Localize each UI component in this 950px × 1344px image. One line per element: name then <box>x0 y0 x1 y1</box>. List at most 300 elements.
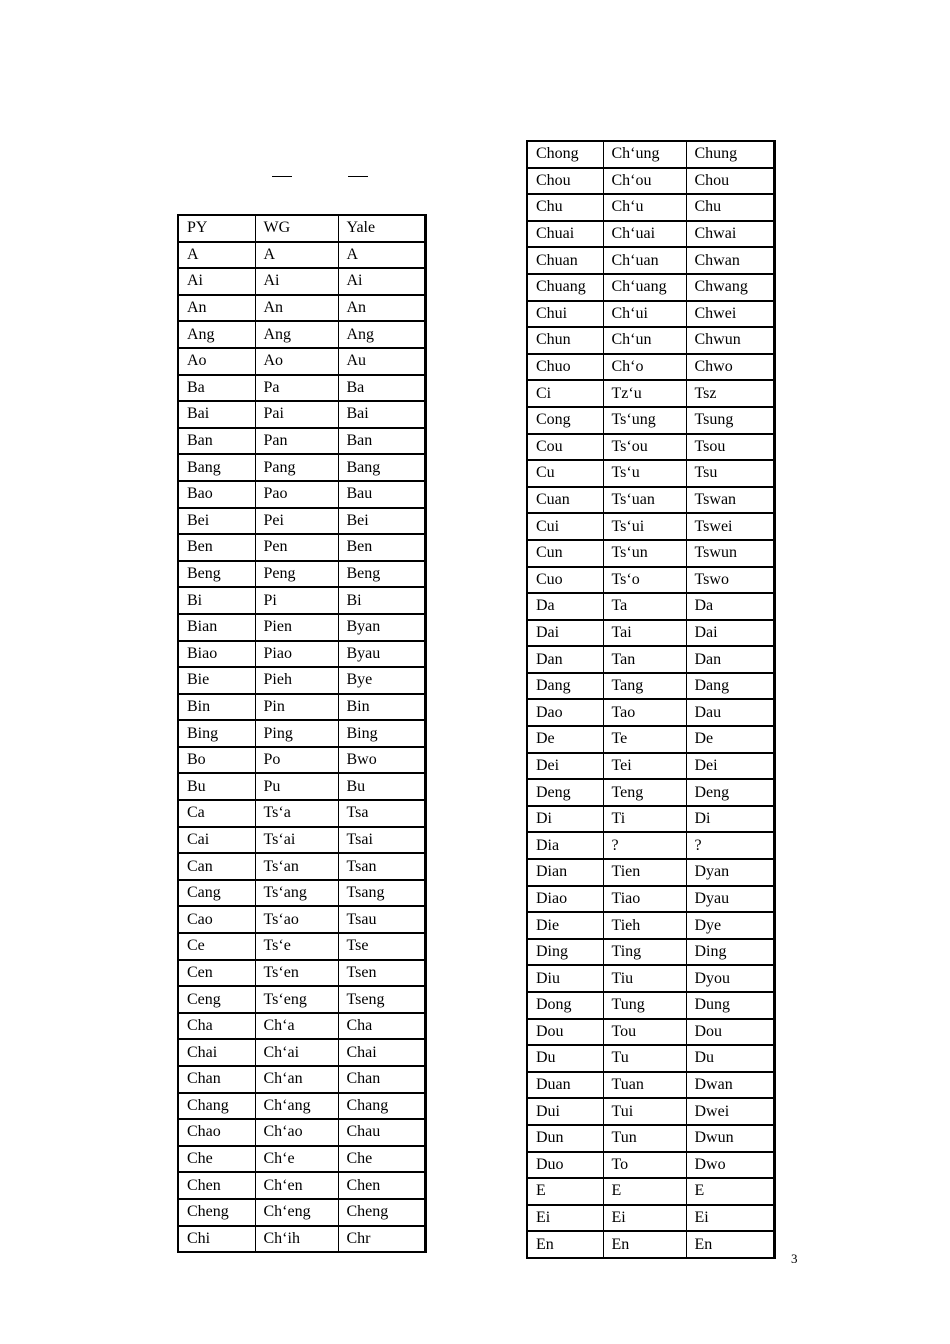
table-cell: Cu <box>527 460 603 487</box>
table-cell: Cheng <box>178 1199 255 1226</box>
table-cell: Dwan <box>686 1072 774 1099</box>
table-cell: An <box>338 295 425 322</box>
table-cell: Pa <box>255 375 338 402</box>
table-cell: Ch‘en <box>255 1172 338 1199</box>
table-cell: Ch‘ang <box>255 1093 338 1120</box>
table-cell: Dau <box>686 699 774 726</box>
table-cell: To <box>603 1152 686 1179</box>
table-cell: Bie <box>178 667 255 694</box>
table-row <box>178 906 425 933</box>
table-cell: E <box>686 1178 774 1205</box>
table-cell: Beng <box>178 561 255 588</box>
table-cell: Tswei <box>686 513 774 540</box>
table-cell: Ai <box>338 268 425 295</box>
table-cell: Ts‘a <box>255 800 338 827</box>
table-cell: Ti <box>603 806 686 833</box>
table-cell: ? <box>603 832 686 859</box>
table-row <box>527 327 774 354</box>
table-cell: Ba <box>178 375 255 402</box>
table-cell: Dong <box>527 992 603 1019</box>
table-cell: A <box>178 242 255 269</box>
table-cell: Dou <box>527 1019 603 1046</box>
table-row <box>527 912 774 939</box>
table-cell: Ch‘ai <box>255 1039 338 1066</box>
table-row <box>178 773 425 800</box>
table-cell: Bu <box>178 773 255 800</box>
table-row <box>527 806 774 833</box>
table-cell: Chung <box>686 141 774 168</box>
table-cell: Cong <box>527 407 603 434</box>
table-row <box>527 247 774 274</box>
table-cell: E <box>603 1178 686 1205</box>
romanization-table-right <box>526 140 776 1259</box>
table-cell: Dye <box>686 912 774 939</box>
table-cell: Tiao <box>603 886 686 913</box>
table-row <box>527 620 774 647</box>
table-cell: Chwei <box>686 301 774 328</box>
table-cell: Teng <box>603 779 686 806</box>
table-row <box>527 593 774 620</box>
table-cell: Chwai <box>686 221 774 248</box>
table-row <box>178 561 425 588</box>
table-cell: Pin <box>255 694 338 721</box>
table-cell: Po <box>255 747 338 774</box>
table-row <box>527 1231 774 1258</box>
table-row <box>178 960 425 987</box>
table-cell: Pei <box>255 508 338 535</box>
table-row <box>178 215 425 242</box>
table-cell: Ban <box>338 428 425 455</box>
table-row <box>178 481 425 508</box>
table-cell: WG <box>255 215 338 242</box>
table-cell: Bi <box>338 587 425 614</box>
table-cell: Dai <box>686 620 774 647</box>
table-row <box>527 1019 774 1046</box>
table-row <box>527 1125 774 1152</box>
table-row <box>178 694 425 721</box>
table-cell: Dun <box>527 1125 603 1152</box>
table-row <box>527 1152 774 1179</box>
table-cell: Tz‘u <box>603 380 686 407</box>
table-cell: Tui <box>603 1098 686 1125</box>
table-cell: En <box>527 1231 603 1258</box>
table-row <box>178 933 425 960</box>
table-cell: Tao <box>603 699 686 726</box>
table-cell: Te <box>603 726 686 753</box>
table-cell: Ta <box>603 593 686 620</box>
table-cell: Cui <box>527 513 603 540</box>
table-cell: Chr <box>338 1226 425 1253</box>
table-cell: Dan <box>686 646 774 673</box>
table-cell: De <box>527 726 603 753</box>
table-cell: Dia <box>527 832 603 859</box>
table-cell: Chen <box>178 1172 255 1199</box>
title-dash-right <box>348 176 368 177</box>
table-cell: Chwan <box>686 247 774 274</box>
table-cell: ? <box>686 832 774 859</box>
table-cell: Tieh <box>603 912 686 939</box>
table-cell: Chi <box>178 1226 255 1253</box>
table-cell: Chun <box>527 327 603 354</box>
table-cell: Chau <box>338 1119 425 1146</box>
table-row <box>527 1205 774 1232</box>
table-cell: Chao <box>178 1119 255 1146</box>
table-row <box>527 168 774 195</box>
table-cell: Tun <box>603 1125 686 1152</box>
table-cell: Dung <box>686 992 774 1019</box>
table-row <box>527 939 774 966</box>
table-cell: Chan <box>178 1066 255 1093</box>
table-cell: Cang <box>178 880 255 907</box>
table-cell: Cen <box>178 960 255 987</box>
table-cell: Ch‘uan <box>603 247 686 274</box>
table-cell: Ch‘u <box>603 194 686 221</box>
table-cell: Pan <box>255 428 338 455</box>
table-cell: Bau <box>338 481 425 508</box>
table-row <box>527 460 774 487</box>
table-row <box>527 1072 774 1099</box>
table-cell: Ang <box>178 321 255 348</box>
table-cell: Ai <box>255 268 338 295</box>
table-row <box>178 853 425 880</box>
table-cell: Ao <box>255 348 338 375</box>
table-cell: Dei <box>686 753 774 780</box>
table-cell: Chang <box>338 1093 425 1120</box>
table-row <box>527 380 774 407</box>
table-cell: Chou <box>686 168 774 195</box>
table-cell: Tsan <box>338 853 425 880</box>
table-cell: Ts‘ai <box>255 827 338 854</box>
table-cell: Chai <box>338 1039 425 1066</box>
table-cell: Bian <box>178 614 255 641</box>
table-cell: Ch‘ung <box>603 141 686 168</box>
table-cell: Dang <box>527 673 603 700</box>
table-cell: Ch‘a <box>255 1013 338 1040</box>
table-cell: Ding <box>527 939 603 966</box>
table-cell: Chwang <box>686 274 774 301</box>
table-row <box>527 1178 774 1205</box>
table-cell: Ts‘ung <box>603 407 686 434</box>
table-cell: Ei <box>603 1205 686 1232</box>
table-cell: Cou <box>527 434 603 461</box>
table-cell: Di <box>686 806 774 833</box>
table-cell: Tiu <box>603 965 686 992</box>
table-row <box>527 965 774 992</box>
table-row <box>178 1066 425 1093</box>
table-row <box>178 614 425 641</box>
table-cell: Pen <box>255 534 338 561</box>
table-row <box>178 348 425 375</box>
table-cell: Bing <box>338 720 425 747</box>
romanization-table-left <box>177 214 427 1253</box>
table-cell: Di <box>527 806 603 833</box>
table-cell: Chwun <box>686 327 774 354</box>
table-cell: Bing <box>178 720 255 747</box>
table-cell: Ts‘o <box>603 567 686 594</box>
table-cell: Ts‘ou <box>603 434 686 461</box>
table-cell: Dei <box>527 753 603 780</box>
table-cell: Dui <box>527 1098 603 1125</box>
table-row <box>178 375 425 402</box>
table-row <box>178 401 425 428</box>
table-row <box>527 859 774 886</box>
table-cell: Biao <box>178 641 255 668</box>
table-cell: Ts‘e <box>255 933 338 960</box>
table-row <box>178 1093 425 1120</box>
table-cell: Tsa <box>338 800 425 827</box>
table-cell: Cha <box>178 1013 255 1040</box>
table-row <box>178 1039 425 1066</box>
table-cell: Ben <box>338 534 425 561</box>
table-cell: Bye <box>338 667 425 694</box>
table-cell: Tswo <box>686 567 774 594</box>
table-cell: PY <box>178 215 255 242</box>
table-row <box>178 1226 425 1253</box>
table-cell: Tsang <box>338 880 425 907</box>
table-row <box>527 646 774 673</box>
table-cell: Bei <box>178 508 255 535</box>
table-cell: Byau <box>338 641 425 668</box>
table-cell: Da <box>527 593 603 620</box>
table-cell: Dai <box>527 620 603 647</box>
table-cell: Dyan <box>686 859 774 886</box>
table-cell: Dang <box>686 673 774 700</box>
table-cell: Au <box>338 348 425 375</box>
table-cell: Bu <box>338 773 425 800</box>
table-cell: Chui <box>527 301 603 328</box>
table-row <box>178 1146 425 1173</box>
table-cell: Ai <box>178 268 255 295</box>
table-row <box>178 534 425 561</box>
table-cell: Ch‘uai <box>603 221 686 248</box>
table-cell: Pao <box>255 481 338 508</box>
table-row <box>527 434 774 461</box>
table-row <box>178 827 425 854</box>
table-cell: Diao <box>527 886 603 913</box>
table-cell: Ts‘en <box>255 960 338 987</box>
table-cell: Tseng <box>338 986 425 1013</box>
table-row <box>527 832 774 859</box>
table-row <box>178 454 425 481</box>
table-row <box>178 295 425 322</box>
table-row <box>178 321 425 348</box>
table-cell: Pieh <box>255 667 338 694</box>
table-row <box>178 747 425 774</box>
table-row <box>178 986 425 1013</box>
table-cell: Bwo <box>338 747 425 774</box>
table-cell: Deng <box>527 779 603 806</box>
table-cell: Duo <box>527 1152 603 1179</box>
table-row <box>527 487 774 514</box>
table-cell: Ba <box>338 375 425 402</box>
table-cell: Byan <box>338 614 425 641</box>
table-row <box>178 667 425 694</box>
table-cell: Tsung <box>686 407 774 434</box>
table-cell: Du <box>527 1045 603 1072</box>
table-cell: Chuo <box>527 354 603 381</box>
table-cell: An <box>178 295 255 322</box>
table-cell: Chai <box>178 1039 255 1066</box>
table-cell: Ci <box>527 380 603 407</box>
table-cell: Ch‘uang <box>603 274 686 301</box>
table-cell: Ceng <box>178 986 255 1013</box>
table-row <box>527 274 774 301</box>
table-row <box>527 673 774 700</box>
table-cell: Chu <box>686 194 774 221</box>
table-cell: Che <box>178 1146 255 1173</box>
table-cell: Pai <box>255 401 338 428</box>
table-cell: Bi <box>178 587 255 614</box>
table-row <box>178 1119 425 1146</box>
table-cell: Tu <box>603 1045 686 1072</box>
table-cell: Ts‘u <box>603 460 686 487</box>
table-cell: Piao <box>255 641 338 668</box>
table-cell: Dyou <box>686 965 774 992</box>
table-cell: Pu <box>255 773 338 800</box>
table-cell: Diu <box>527 965 603 992</box>
table-cell: Chuang <box>527 274 603 301</box>
table-cell: E <box>527 1178 603 1205</box>
table-cell: Ang <box>255 321 338 348</box>
table-row <box>178 641 425 668</box>
table-cell: Tse <box>338 933 425 960</box>
table-cell: Cai <box>178 827 255 854</box>
table-cell: Ts‘uan <box>603 487 686 514</box>
table-cell: Tswun <box>686 540 774 567</box>
table-cell: An <box>255 295 338 322</box>
table-cell: Ce <box>178 933 255 960</box>
table-cell: Da <box>686 593 774 620</box>
table-row <box>178 1199 425 1226</box>
table-cell: Tuan <box>603 1072 686 1099</box>
table-cell: Tai <box>603 620 686 647</box>
table-row <box>527 301 774 328</box>
table-row <box>178 268 425 295</box>
table-cell: Ch‘an <box>255 1066 338 1093</box>
table-cell: Ch‘un <box>603 327 686 354</box>
table-row <box>178 242 425 269</box>
table-row <box>178 428 425 455</box>
table-cell: Chuai <box>527 221 603 248</box>
table-cell: Tang <box>603 673 686 700</box>
table-cell: Beng <box>338 561 425 588</box>
table-cell: Ch‘ih <box>255 1226 338 1253</box>
table-cell: En <box>603 1231 686 1258</box>
table-cell: Cao <box>178 906 255 933</box>
table-cell: Bai <box>178 401 255 428</box>
table-cell: Bai <box>338 401 425 428</box>
table-row <box>527 1045 774 1072</box>
table-row <box>178 720 425 747</box>
table-row <box>178 1172 425 1199</box>
table-cell: Ban <box>178 428 255 455</box>
table-cell: De <box>686 726 774 753</box>
table-cell: Bao <box>178 481 255 508</box>
table-cell: Ben <box>178 534 255 561</box>
table-cell: Die <box>527 912 603 939</box>
table-row <box>527 141 774 168</box>
table-cell: Ting <box>603 939 686 966</box>
table-cell: Pang <box>255 454 338 481</box>
table-cell: Ping <box>255 720 338 747</box>
table-cell: Ch‘ao <box>255 1119 338 1146</box>
table-row <box>527 699 774 726</box>
table-cell: Dwei <box>686 1098 774 1125</box>
table-cell: Tsou <box>686 434 774 461</box>
table-row <box>527 194 774 221</box>
table-cell: Tung <box>603 992 686 1019</box>
table-cell: Ding <box>686 939 774 966</box>
table-cell: Ts‘ui <box>603 513 686 540</box>
table-cell: Chen <box>338 1172 425 1199</box>
table-cell: Chwo <box>686 354 774 381</box>
table-row <box>527 726 774 753</box>
table-cell: Can <box>178 853 255 880</box>
table-cell: Ts‘un <box>603 540 686 567</box>
table-cell: Ts‘an <box>255 853 338 880</box>
table-cell: Chou <box>527 168 603 195</box>
table-cell: Ang <box>338 321 425 348</box>
table-cell: Bang <box>338 454 425 481</box>
table-cell: Chu <box>527 194 603 221</box>
table-cell: Bang <box>178 454 255 481</box>
table-cell: Bo <box>178 747 255 774</box>
table-row <box>527 540 774 567</box>
table-row <box>527 221 774 248</box>
table-row <box>178 880 425 907</box>
table-row <box>527 407 774 434</box>
table-row <box>178 1013 425 1040</box>
table-cell: Dyau <box>686 886 774 913</box>
table-cell: Tan <box>603 646 686 673</box>
table-cell: Che <box>338 1146 425 1173</box>
table-row <box>527 1098 774 1125</box>
table-cell: A <box>255 242 338 269</box>
page-number: 3 <box>791 1251 798 1266</box>
table-cell: Tsu <box>686 460 774 487</box>
table-cell: Ao <box>178 348 255 375</box>
table-cell: A <box>338 242 425 269</box>
table-cell: Cuo <box>527 567 603 594</box>
table-cell: Deng <box>686 779 774 806</box>
table-cell: Chong <box>527 141 603 168</box>
table-cell: Bei <box>338 508 425 535</box>
table-cell: Tei <box>603 753 686 780</box>
table-row <box>178 508 425 535</box>
table-cell: Ei <box>527 1205 603 1232</box>
table-row <box>178 800 425 827</box>
table-cell: Dao <box>527 699 603 726</box>
table-cell: Ch‘o <box>603 354 686 381</box>
table-cell: Pi <box>255 587 338 614</box>
table-cell: Dou <box>686 1019 774 1046</box>
table-cell: Ts‘ang <box>255 880 338 907</box>
table-cell: Tien <box>603 859 686 886</box>
table-cell: Cheng <box>338 1199 425 1226</box>
table-row <box>178 587 425 614</box>
table-cell: Ts‘ao <box>255 906 338 933</box>
table-cell: Dan <box>527 646 603 673</box>
table-cell: Cha <box>338 1013 425 1040</box>
title-dash-left <box>272 176 292 177</box>
table-cell: Chang <box>178 1093 255 1120</box>
table-row <box>527 567 774 594</box>
table-cell: Cuan <box>527 487 603 514</box>
table-cell: Bin <box>338 694 425 721</box>
table-cell: Dwun <box>686 1125 774 1152</box>
table-row <box>527 886 774 913</box>
table-cell: Tsai <box>338 827 425 854</box>
